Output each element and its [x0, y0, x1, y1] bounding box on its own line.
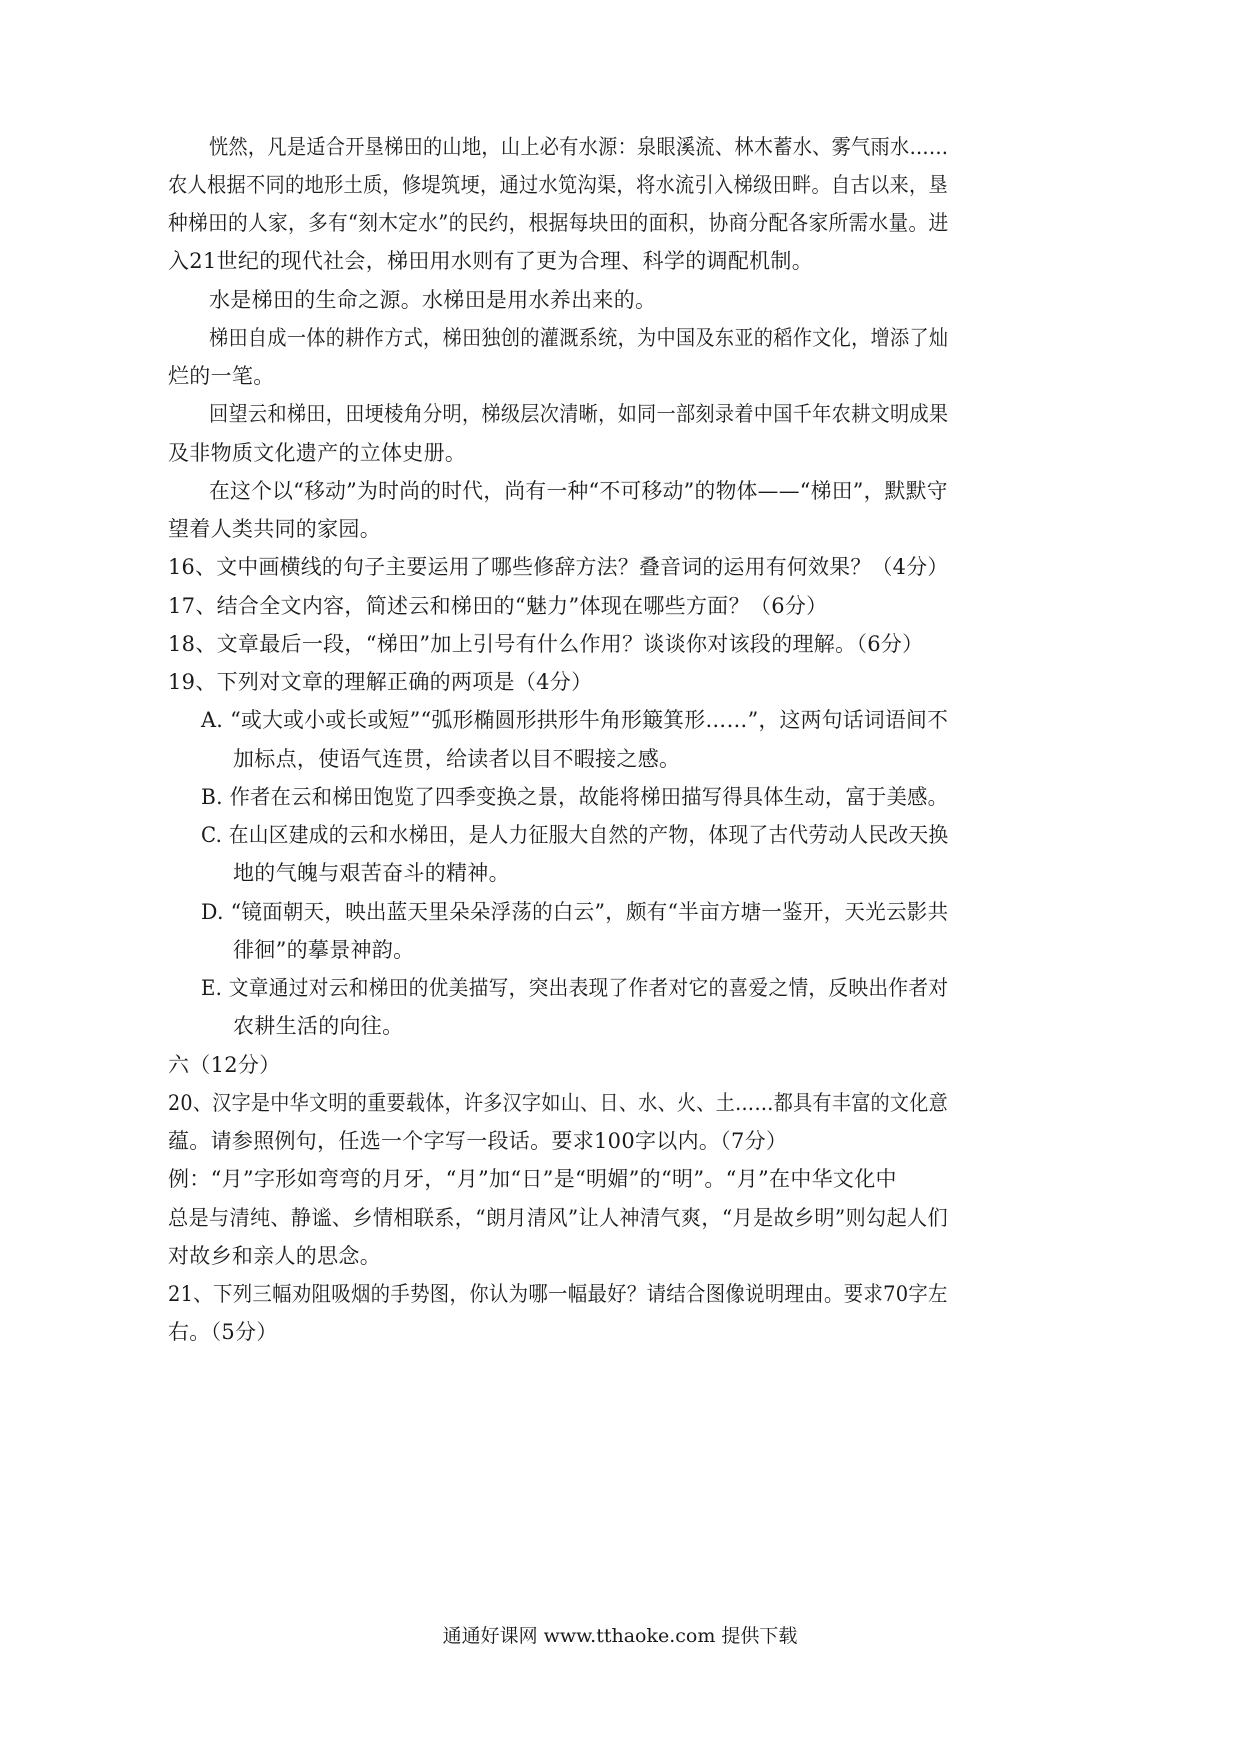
passage-line: 烂的一笔。	[168, 364, 275, 388]
option-d-continued: 徘徊”的摹景神韵。	[233, 938, 415, 962]
example-text: 总是与清纯、静谧、乡情相联系，“朗月清风”让人神清气爽，“月是故乡明”则勾起人们	[168, 1206, 948, 1230]
question-20: 20、汉字是中华文明的重要载体，许多汉字如山、日、水、火、土……都具有丰富的文化意	[168, 1091, 949, 1115]
question-16: 16、文中画横线的句子主要运用了哪些修辞方法？叠音词的运用有何效果？（4分）	[168, 555, 949, 579]
passage-line: 及非物质文化遗产的立体史册。	[168, 441, 467, 465]
passage-line: 望着人类共同的家园。	[168, 517, 381, 541]
passage-line: 种梯田的人家，多有“刻木定水”的民约，根据每块田的面积，协商分配各家所需水量。进	[168, 211, 949, 235]
question-17: 17、结合全文内容，简述云和梯田的“魅力”体现在哪些方面？（6分）	[168, 594, 828, 618]
question-20-continued: 蕴。请参照例句，任选一个字写一段话。要求100字以内。（7分）	[168, 1129, 788, 1153]
passage-line: 梯田自成一体的耕作方式，梯田独创的灌溉系统，为中国及东亚的稻作文化，增添了灿	[209, 326, 949, 350]
passage-line: 恍然，凡是适合开垦梯田的山地，山上必有水源：泉眼溪流、林木蓄水、雾气雨水……	[209, 135, 949, 159]
passage-line: 入21世纪的现代社会，梯田用水则有了更为合理、科学的调配机制。	[168, 249, 814, 273]
option-e: E. 文章通过对云和梯田的优美描写，突出表现了作者对它的喜爱之情，反映出作者对	[201, 976, 949, 1000]
passage-line: 水是梯田的生命之源。水梯田是用水养出来的。	[209, 288, 657, 312]
option-b: B. 作者在云和梯田饱览了四季变换之景，故能将梯田描写得具体生动，富于美感。	[201, 785, 949, 809]
passage-line: 农人根据不同的地形土质，修堤筑埂，通过水笕沟渠，将水流引入梯级田畔。自古以来，垦	[168, 173, 948, 197]
page-footer: 通通好课网 www.tthaoke.com 提供下载	[442, 1625, 798, 1647]
option-c-continued: 地的气魄与艰苦奋斗的精神。	[233, 861, 510, 885]
question-18: 18、文章最后一段，“梯田”加上引号有什么作用？谈谈你对该段的理解。（6分）	[168, 632, 924, 656]
question-19: 19、下列对文章的理解正确的两项是（4分）	[168, 670, 593, 694]
example-text: 例：“月”字形如弯弯的月牙，“月”加“日”是“明媚”的“明”。“月”在中华文化中	[168, 1167, 897, 1191]
option-e-continued: 农耕生活的向往。	[233, 1014, 404, 1038]
example-text: 对故乡和亲人的思念。	[168, 1244, 381, 1268]
question-21-continued: 右。（5分）	[168, 1320, 278, 1344]
passage-line: 在这个以“移动”为时尚的时代，尚有一种“不可移动”的物体——“梯田”，默默守	[209, 479, 948, 503]
option-a: A. “或大或小或长或短”“弧形椭圆形拱形牛角形簸箕形……”，这两句话词语间不	[201, 708, 949, 732]
option-a-continued: 加标点，使语气连贯，给读者以目不暇接之感。	[233, 747, 681, 771]
option-d: D. “镜面朝天，映出蓝天里朵朵浮荡的白云”，颇有“半亩方塘一鉴开，天光云影共	[201, 900, 949, 924]
passage-line: 回望云和梯田，田埂棱角分明，梯级层次清晰，如同一部刻录着中国千年农耕文明成果	[209, 402, 949, 426]
option-c: C. 在山区建成的云和水梯田，是人力征服大自然的产物，体现了古代劳动人民改天换	[201, 823, 949, 847]
section-heading: 六（12分）	[168, 1053, 281, 1077]
question-21: 21、下列三幅劝阻吸烟的手势图，你认为哪一幅最好？请结合图像说明理由。要求70字左	[168, 1282, 948, 1306]
